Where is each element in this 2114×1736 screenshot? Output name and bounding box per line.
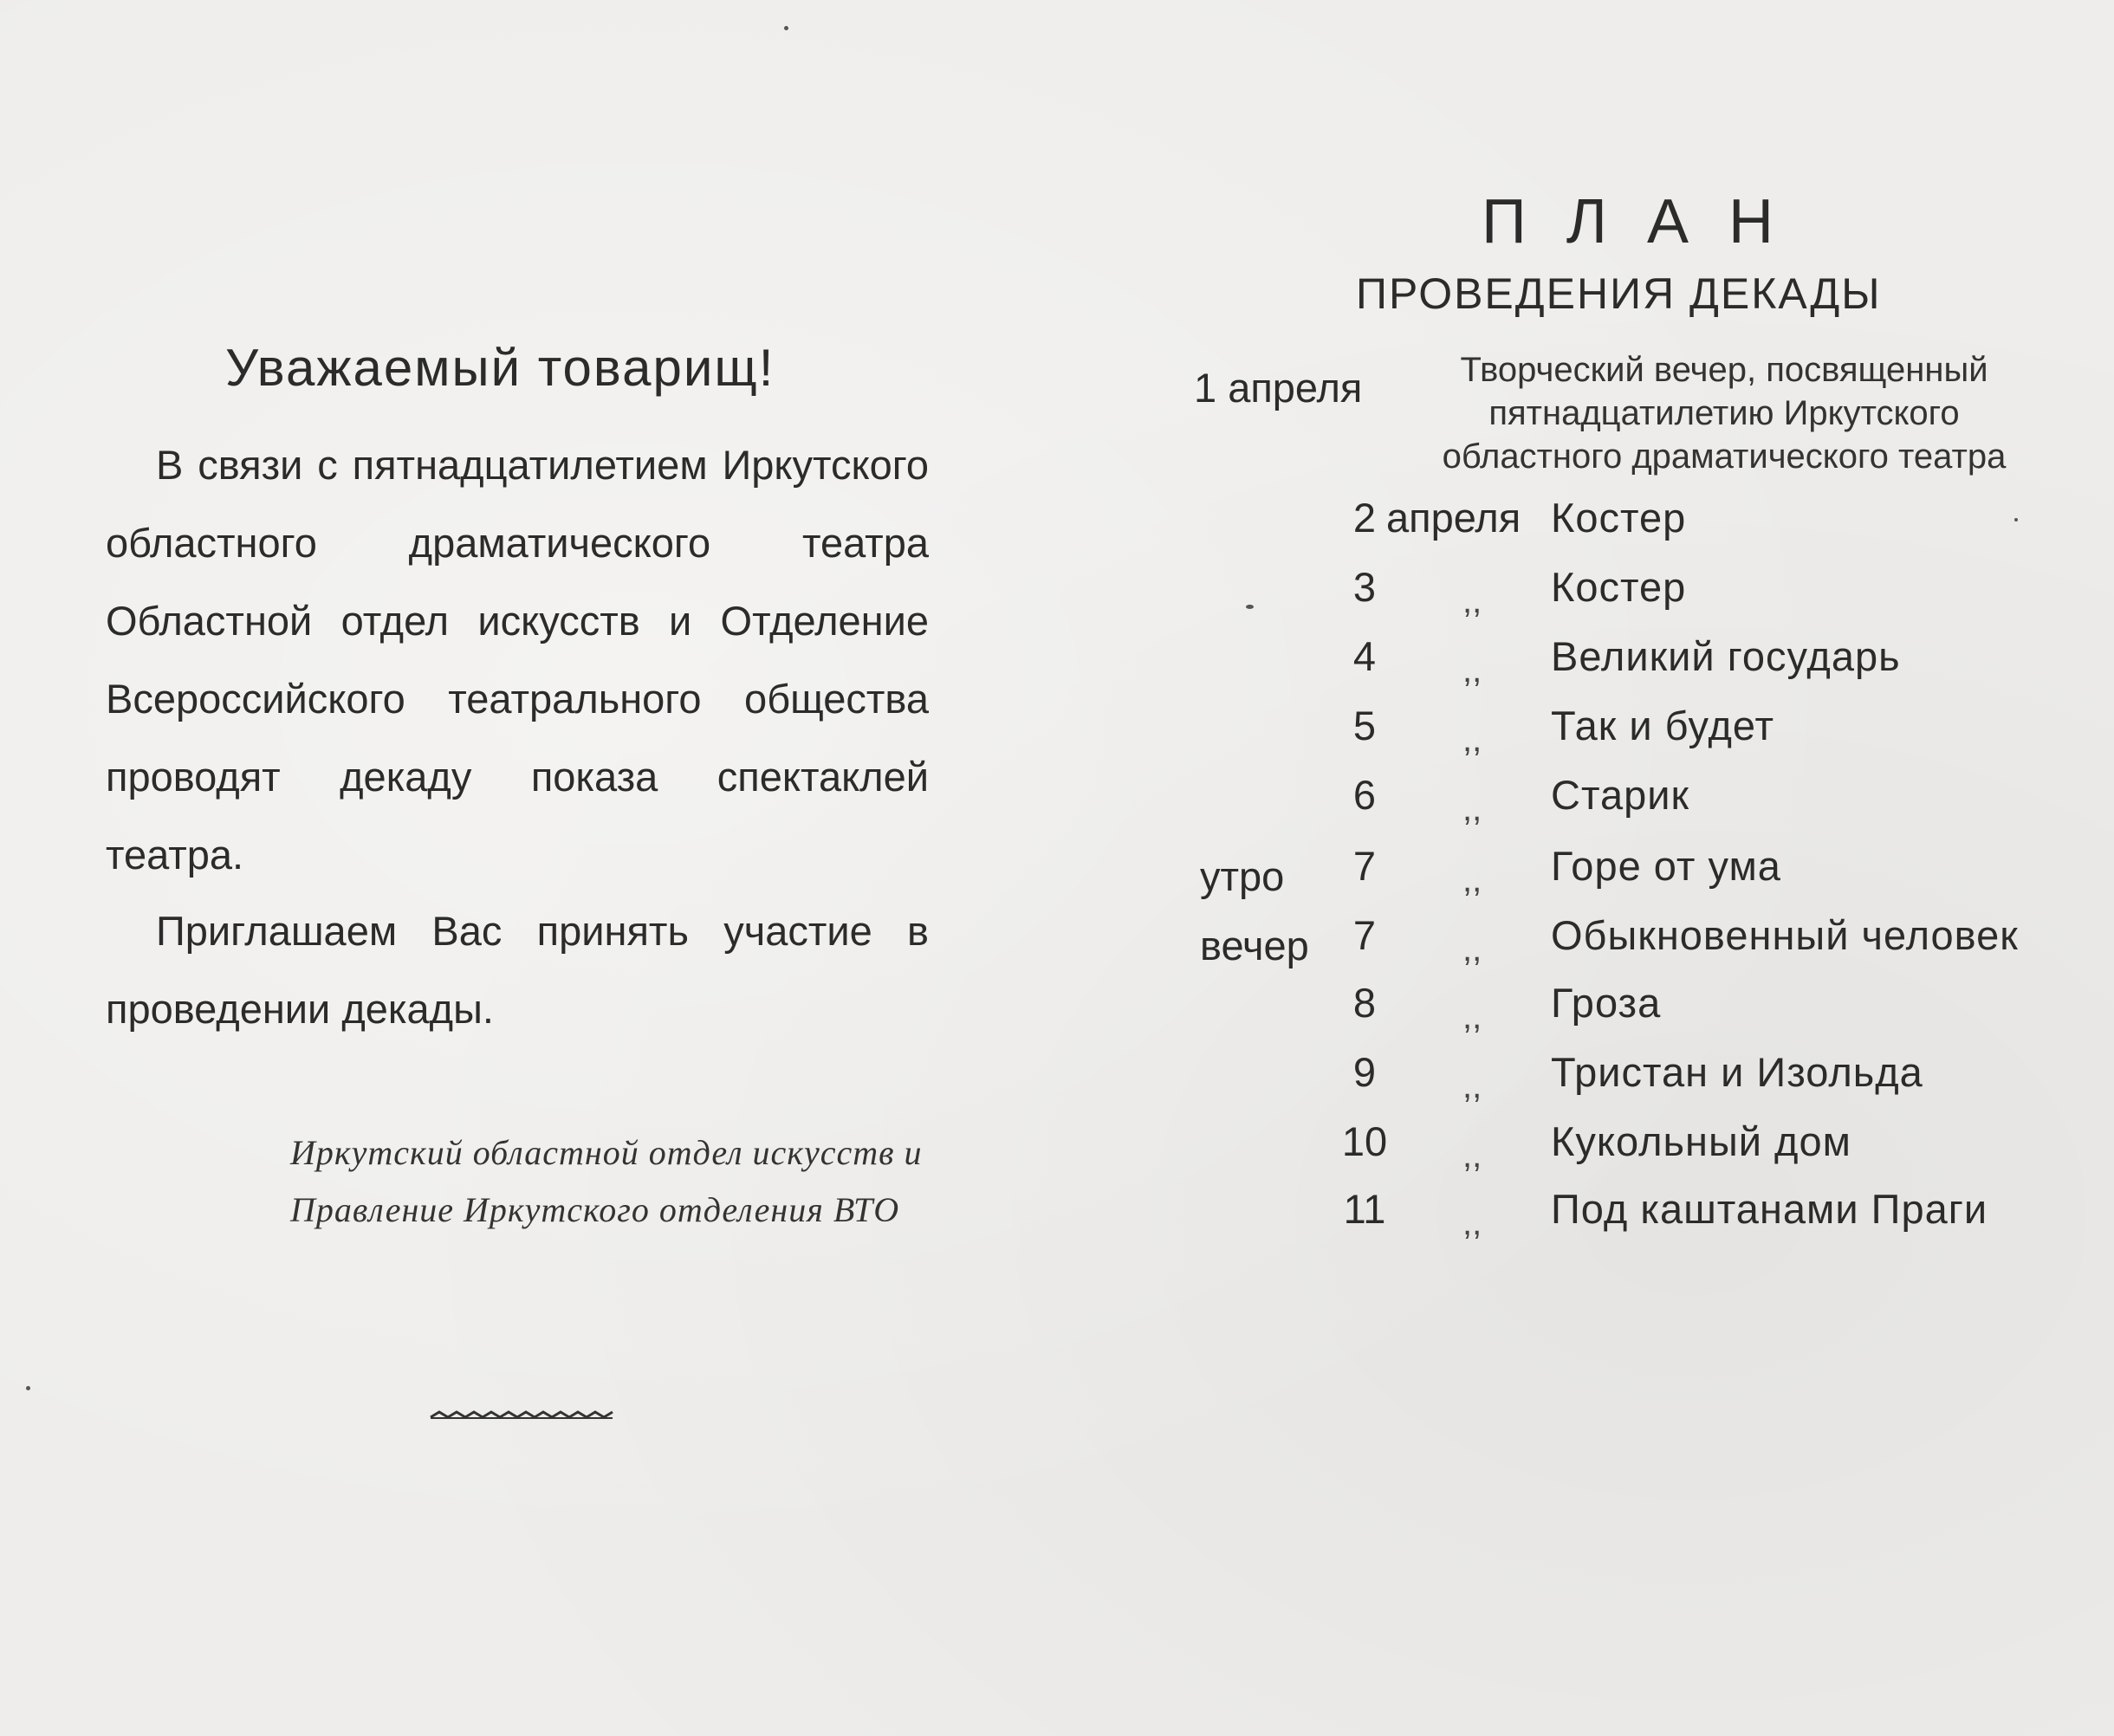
schedule-play-title: Тристан и Изольда bbox=[1551, 1049, 1923, 1095]
speck bbox=[1246, 605, 1254, 609]
signature-block: Иркутский областной отдел искусств и Правление Иркутского отделения ВТО bbox=[290, 1133, 923, 1229]
schedule-ditto-mark: ,, bbox=[1462, 861, 1482, 899]
schedule-day: 5 bbox=[1352, 703, 1377, 748]
schedule-day: 11 bbox=[1343, 1186, 1386, 1232]
plan-subtitle: ПРОВЕДЕНИЯ ДЕКАДЫ bbox=[1356, 269, 1882, 318]
schedule-ditto-mark: ,, bbox=[1462, 721, 1482, 759]
schedule-day: 9 bbox=[1352, 1049, 1377, 1095]
schedule-ditto-mark: ,, bbox=[1462, 582, 1482, 620]
schedule-ditto-mark: ,, bbox=[1462, 790, 1482, 828]
speck bbox=[784, 26, 788, 30]
ornament-divider bbox=[429, 1407, 615, 1422]
schedule-ditto-mark: ,, bbox=[1462, 930, 1482, 968]
schedule-day: 6 bbox=[1352, 772, 1377, 818]
speck bbox=[2014, 518, 2018, 521]
schedule-play-title: Так и будет bbox=[1551, 703, 1775, 748]
schedule-day: 8 bbox=[1352, 980, 1377, 1026]
speck bbox=[26, 1386, 30, 1390]
schedule-time-label: вечер bbox=[1200, 923, 1309, 968]
schedule-ditto-mark: ,, bbox=[1462, 1204, 1482, 1242]
schedule-ditto-mark: ,, bbox=[1462, 651, 1482, 690]
first-event-date: 1 апреля bbox=[1194, 365, 1363, 411]
schedule-day: 7 bbox=[1352, 843, 1377, 889]
schedule-play-title: Горе от ума bbox=[1551, 843, 1781, 889]
schedule-play-title: Гроза bbox=[1551, 980, 1662, 1026]
greeting-heading: Уважаемый товарищ! bbox=[225, 339, 775, 397]
schedule-day: 2 bbox=[1352, 495, 1377, 541]
first-event-description: Творческий вечер, посвященный пятнадцатилетию Иркутского областного драматического театра bbox=[1442, 351, 2007, 476]
schedule-ditto-mark: ,, bbox=[1462, 1067, 1482, 1105]
schedule-play-title: Под каштанами Праги bbox=[1551, 1186, 1988, 1232]
schedule-day: 3 bbox=[1352, 564, 1377, 610]
invitation-paragraph: В связи с пятнадцатилетием Иркутского областного драматического театра Областной отдел искусств и Отделение Всероссийского театрального общества проводят декаду показа спектаклей театра. bbox=[106, 442, 929, 878]
plan-title: ПЛАН bbox=[1482, 187, 1814, 256]
schedule-play-title: Обыкновенный человек bbox=[1551, 912, 2019, 958]
schedule-time-label: утро bbox=[1200, 853, 1285, 899]
participation-paragraph: Приглашаем Вас принять участие в проведении декады. bbox=[106, 908, 929, 1032]
schedule-play-title: Великий государь bbox=[1551, 633, 1901, 679]
schedule-play-title: Костер bbox=[1551, 495, 1687, 541]
schedule-day: 7 bbox=[1352, 912, 1377, 958]
schedule-ditto-mark: ,, bbox=[1462, 1137, 1482, 1175]
schedule-day: 4 bbox=[1352, 633, 1377, 679]
schedule-month: апреля bbox=[1386, 495, 1521, 541]
schedule-play-title: Костер bbox=[1551, 564, 1687, 610]
schedule-play-title: Кукольный дом bbox=[1551, 1118, 1851, 1164]
schedule-day: 10 bbox=[1341, 1118, 1388, 1164]
schedule-ditto-mark: ,, bbox=[1462, 998, 1482, 1036]
schedule-play-title: Старик bbox=[1551, 772, 1690, 818]
